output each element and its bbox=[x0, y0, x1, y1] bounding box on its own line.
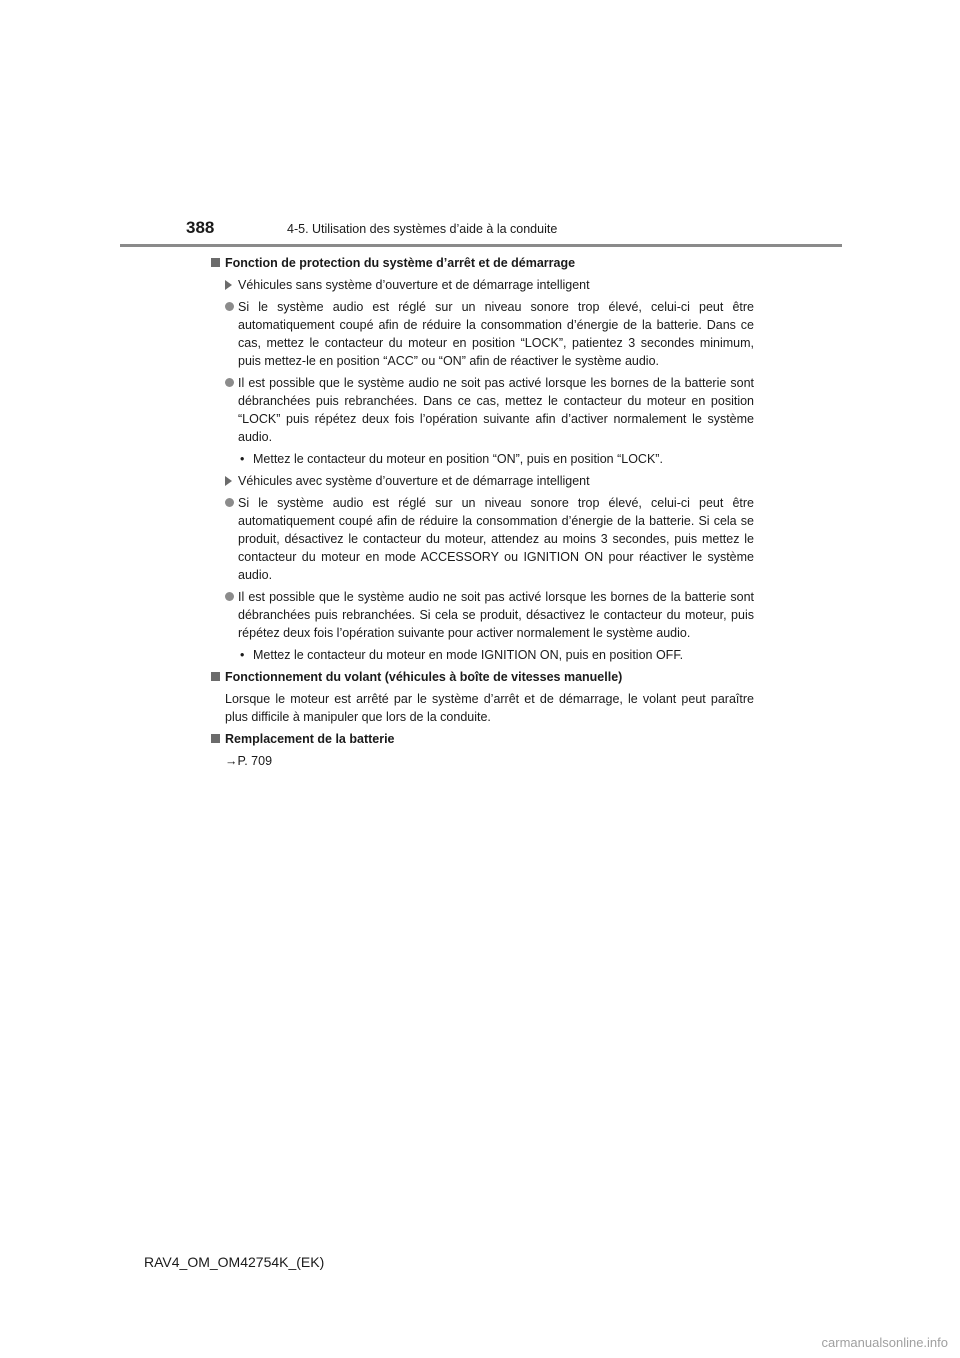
triangle-arrow-icon bbox=[225, 280, 232, 290]
page-reference: →P. 709 bbox=[225, 754, 273, 768]
circle-bullet-icon bbox=[225, 498, 234, 507]
watermark: carmanualsonline.info bbox=[821, 1335, 948, 1350]
heading-text: Remplacement de la batterie bbox=[225, 732, 395, 746]
square-bullet-icon bbox=[211, 734, 220, 743]
page-number: 388 bbox=[186, 218, 215, 237]
square-bullet-icon bbox=[211, 258, 220, 267]
heading-text: Fonctionnement du volant (véhicules à boîte de vitesses manuelle) bbox=[225, 670, 623, 684]
header-divider bbox=[120, 244, 842, 247]
document-code: RAV4_OM_OM42754K_(EK) bbox=[144, 1254, 325, 1270]
list-item bbox=[210, 298, 754, 370]
triangle-arrow-icon bbox=[225, 476, 232, 486]
page-content bbox=[210, 254, 754, 774]
step-text: Mettez le contacteur du moteur en position “ON”, puis en position “LOCK”. bbox=[253, 452, 663, 466]
subheading bbox=[210, 472, 754, 490]
circle-bullet-icon bbox=[225, 592, 234, 601]
list-item-text: Il est possible que le système audio ne soit pas activé lorsque les bornes de la batterie sont débranchées puis rebranchées. Si cela se produit, désactivez le contacteur du moteur, puis répétez deux fois l’opération suivante pour activer normalement le système audio. bbox=[238, 590, 754, 640]
square-bullet-icon bbox=[211, 672, 220, 681]
section-title: 4-5. Utilisation des systèmes d’aide à la conduite bbox=[287, 222, 558, 236]
list-item bbox=[210, 374, 754, 446]
section-heading bbox=[210, 668, 754, 686]
heading-text: Fonction de protection du système d’arrêt et de démarrage bbox=[225, 256, 576, 270]
small-bullet-icon: • bbox=[240, 648, 245, 662]
circle-bullet-icon bbox=[225, 378, 234, 387]
subheading-text: Véhicules avec système d’ouverture et de démarrage intelligent bbox=[238, 474, 590, 488]
paragraph: Lorsque le moteur est arrêté par le système d’arrêt et de démarrage, le volant peut paraître plus difficile à manipuler que lors de la conduite. bbox=[225, 692, 754, 724]
step-item bbox=[210, 450, 754, 468]
small-bullet-icon: • bbox=[240, 452, 245, 466]
step-item bbox=[210, 646, 754, 664]
section-heading bbox=[210, 730, 754, 748]
section-heading bbox=[210, 254, 754, 272]
step-text: Mettez le contacteur du moteur en mode IGNITION ON, puis en position OFF. bbox=[253, 648, 684, 662]
list-item-text: Il est possible que le système audio ne soit pas activé lorsque les bornes de la batterie sont débranchées puis rebranchées. Dans ce cas, mettez le contacteur du moteur en position “LOCK” puis répétez deux fois l’opération suivante afin d’activer normalement le système audio. bbox=[238, 376, 754, 444]
list-item-text: Si le système audio est réglé sur un niveau sonore trop élevé, celui-ci peut être automatiquement coupé afin de réduire la consommation d’énergie de la batterie. Dans ce cas, mettez le contacteur du moteur en position “LOCK”, patientez 3 secondes minimum, puis mettez-le en position “ACC” ou “ON” afin de réactiver le système audio. bbox=[238, 300, 754, 368]
list-item bbox=[210, 588, 754, 642]
list-item-text: Si le système audio est réglé sur un niveau sonore trop élevé, celui-ci peut être automatiquement coupé afin de réduire la consommation d’énergie de la batterie. Si cela se produit, désactivez le contacteur du moteur, attendez au moins 3 secondes, puis mettez le contacteur du moteur en mode ACCESSORY ou IGNITION ON pour réactiver le système audio. bbox=[238, 496, 754, 582]
subheading bbox=[210, 276, 754, 294]
list-item bbox=[210, 494, 754, 584]
subheading-text: Véhicules sans système d’ouverture et de démarrage intelligent bbox=[238, 278, 590, 292]
circle-bullet-icon bbox=[225, 302, 234, 311]
